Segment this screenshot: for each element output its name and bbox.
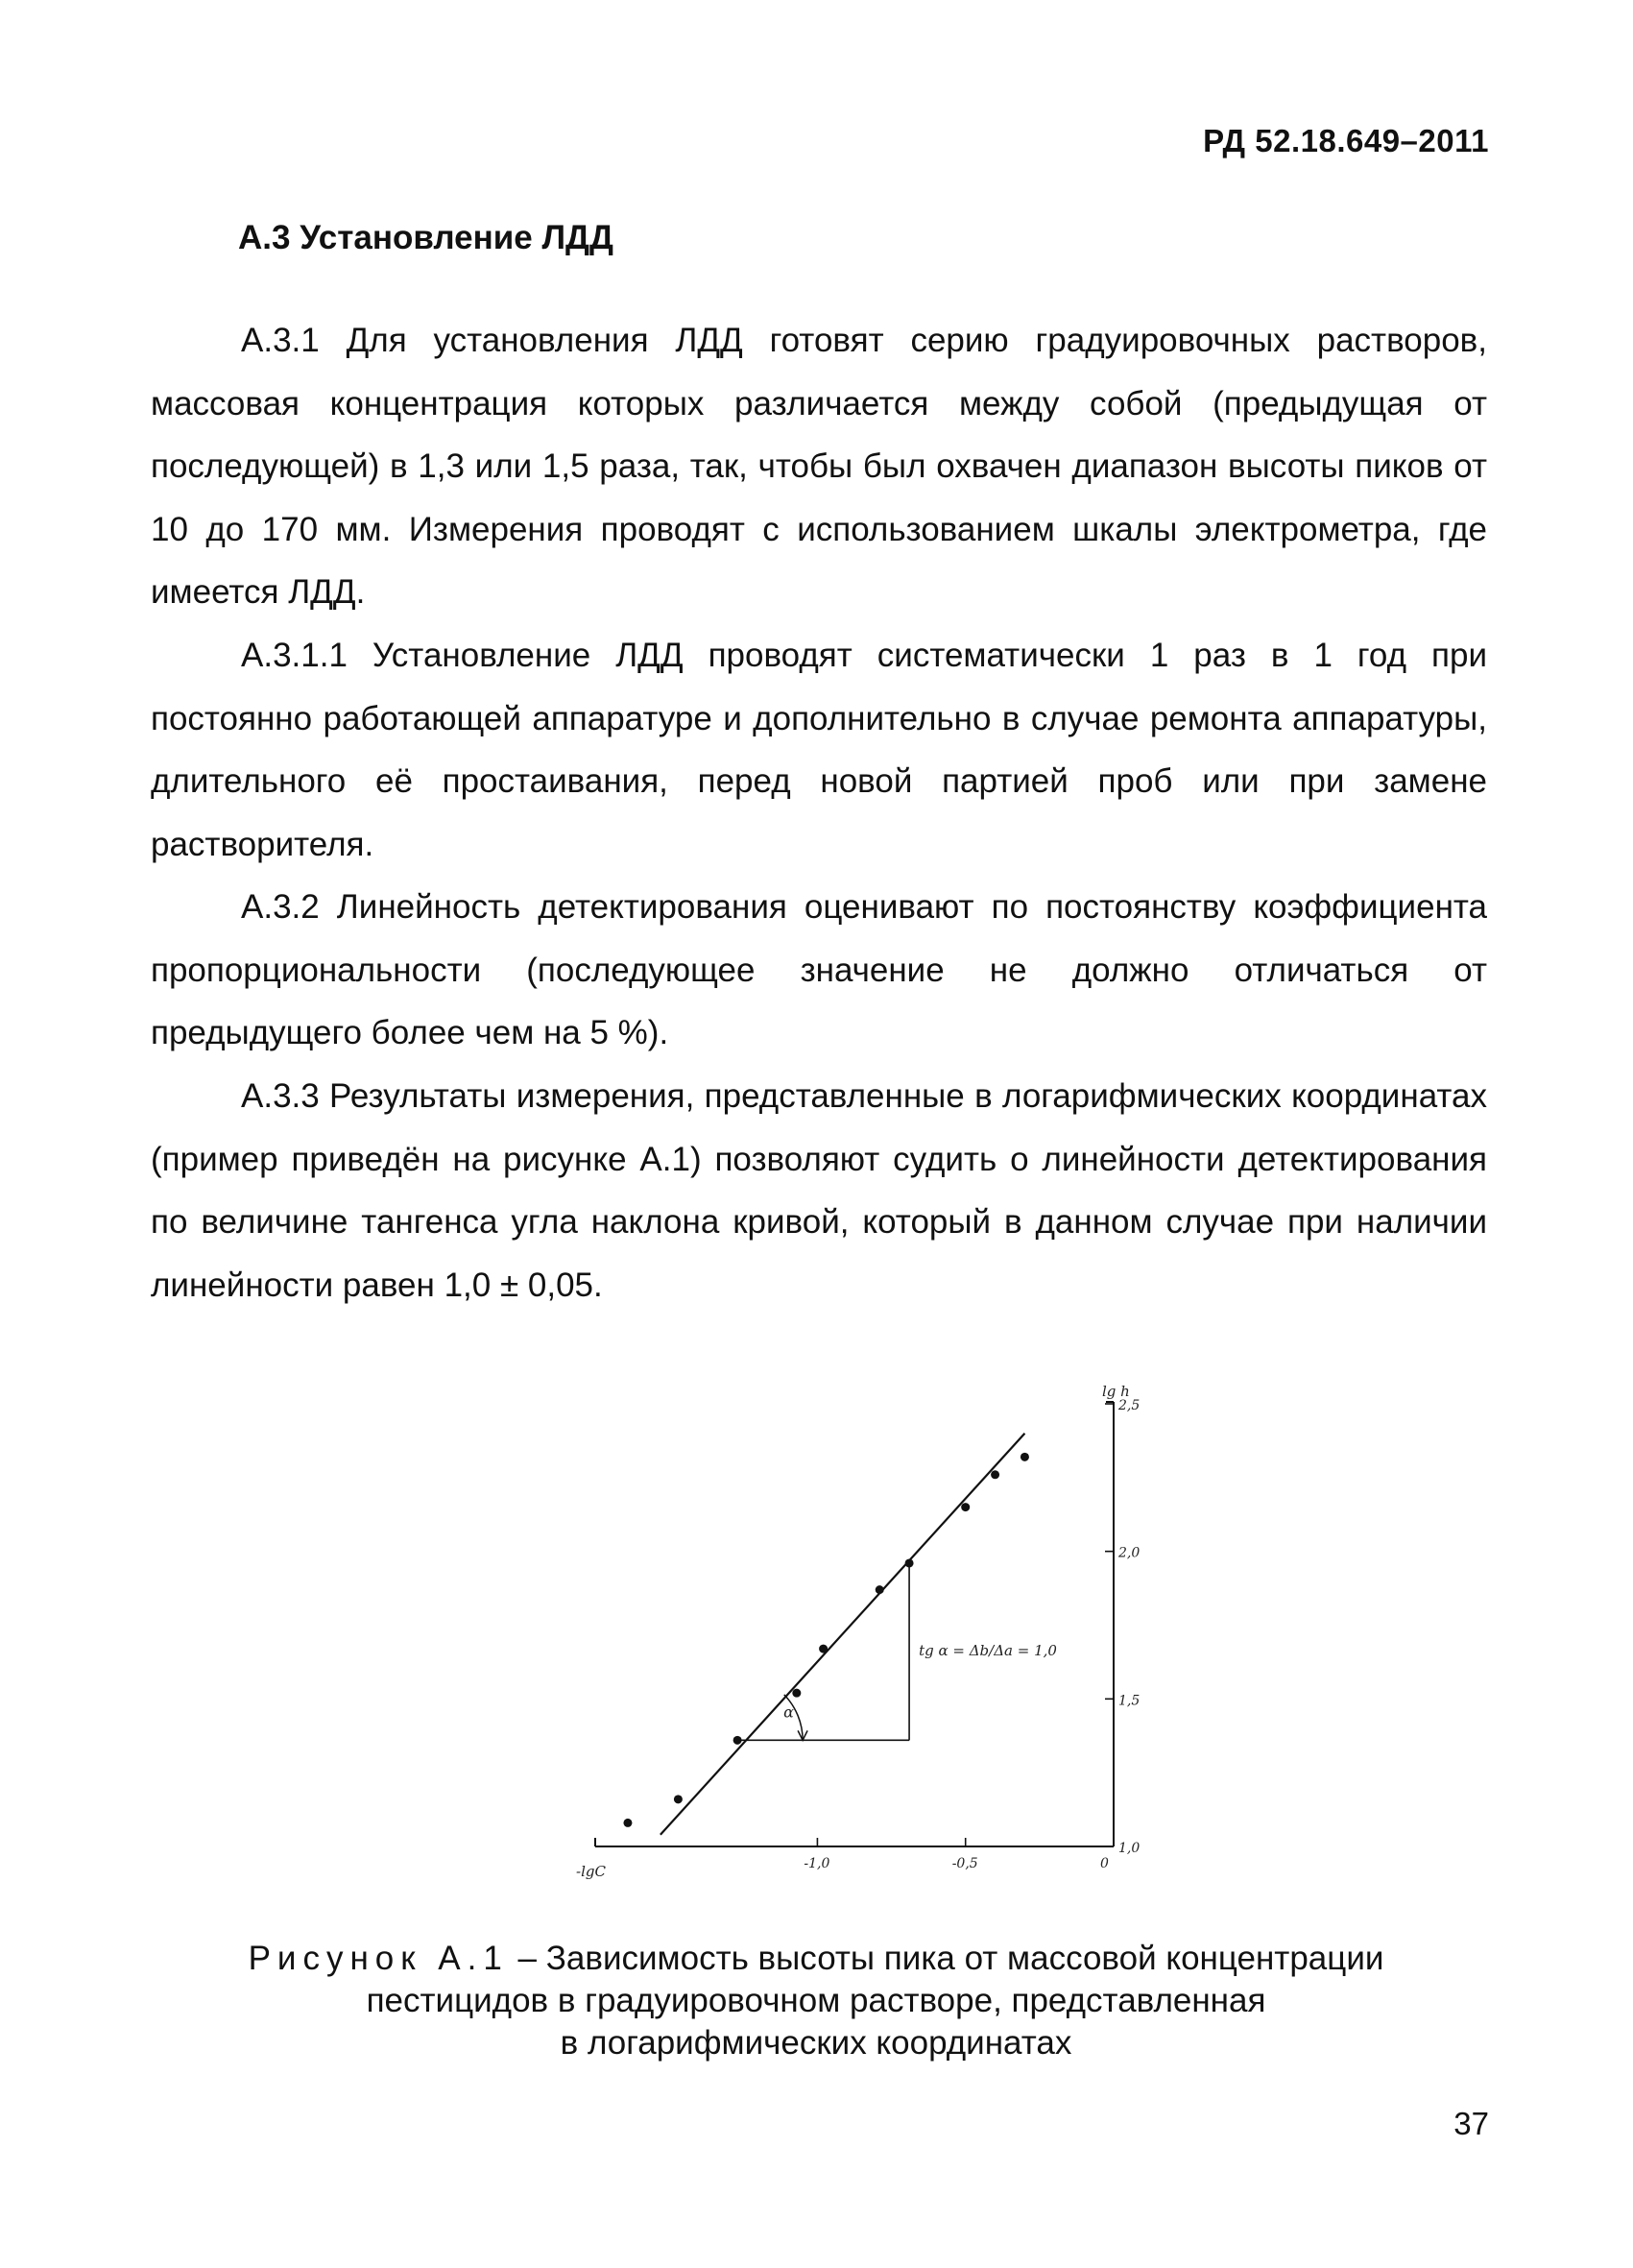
y-tick-label: 2,5 bbox=[1118, 1398, 1141, 1413]
data-point bbox=[623, 1819, 632, 1827]
fit-line bbox=[660, 1434, 1025, 1835]
y-tick-label: 1,0 bbox=[1118, 1841, 1141, 1856]
data-point bbox=[733, 1736, 742, 1745]
paragraph-text: А.3.3 Результаты измерения, представленные в логарифмических координатах (пример приведён на рисунке А.1) позволяют судить о линейности детектирования по величине тангенса угла наклона кривой, который в данном случае при наличии линейности равен 1,0 ± 0,05. bbox=[151, 1077, 1487, 1304]
data-point bbox=[792, 1689, 801, 1698]
data-point bbox=[674, 1795, 683, 1803]
x-tick-label: -1,0 bbox=[804, 1856, 830, 1871]
chart-labels bbox=[576, 1383, 1140, 1880]
paragraph-a-3-1-1 bbox=[151, 624, 1487, 876]
caption-label: Рисунок А.1 bbox=[248, 1940, 509, 1977]
paragraph-a-3-1 bbox=[151, 309, 1487, 624]
paragraph-text: А.3.1 Для установления ЛДД готовят серию градуировочных растворов, массовая концентрация которых различается между собой (предыдущая от последующей) в 1,3 или 1,5 раза, так, чтобы был охвачен диапазон высоты пиков от 10 до 170 мм. Измерения проводят с использованием шкалы электрометра, где имеется ЛДД. bbox=[151, 322, 1487, 611]
chart-axes bbox=[595, 1402, 1114, 1846]
section-title: А.3 Установление ЛДД bbox=[238, 219, 613, 256]
caption-text: – Зависимость высоты пика от массовой концентрации bbox=[508, 1940, 1384, 1977]
data-point bbox=[961, 1503, 970, 1511]
caption-line-2: пестицидов в градуировочном растворе, представленная bbox=[366, 1982, 1266, 2019]
x-tick-label: 0 bbox=[1100, 1856, 1109, 1871]
figure-a-1 bbox=[576, 1363, 1152, 1882]
paragraph-a-3-2 bbox=[151, 876, 1487, 1065]
slope-formula-label: tg α = Δb/Δa = 1,0 bbox=[919, 1642, 1057, 1660]
paragraph-text: А.3.1.1 Установление ЛДД проводят систематически 1 раз в 1 год при постоянно работающей аппаратуре и дополнительно в случае ремонта аппаратуры, длительного её простаивания, перед новой партией проб или при замене растворителя. bbox=[151, 637, 1487, 863]
caption-line-1 bbox=[144, 1938, 1488, 1980]
y-tick-label: 2,0 bbox=[1118, 1545, 1141, 1561]
data-point bbox=[876, 1585, 884, 1594]
log-scale-chart bbox=[576, 1363, 1152, 1882]
data-point bbox=[819, 1645, 828, 1653]
angle-label: α bbox=[783, 1702, 794, 1722]
data-points bbox=[623, 1453, 1028, 1827]
data-point bbox=[991, 1470, 999, 1479]
paragraph-text: А.3.2 Линейность детектирования оценивают по постоянству коэффициента пропорциональности (последующее значение не должно отличаться от предыдущего более чем на 5 %). bbox=[151, 888, 1487, 1051]
y-axis-label: lg h bbox=[1102, 1383, 1130, 1400]
figure-caption bbox=[144, 1938, 1488, 2064]
x-axis-label: -lgC bbox=[576, 1863, 606, 1880]
document-code: РД 52.18.649–2011 bbox=[1203, 123, 1489, 158]
paragraph-a-3-3 bbox=[151, 1065, 1487, 1316]
fit-line-group bbox=[660, 1434, 1025, 1835]
page-number: 37 bbox=[1453, 2106, 1489, 2141]
data-point bbox=[1021, 1453, 1029, 1461]
caption-line-3: в логарифмических координатах bbox=[560, 2024, 1072, 2062]
x-tick-label: -0,5 bbox=[951, 1856, 978, 1871]
data-point bbox=[905, 1558, 914, 1567]
y-tick-label: 1,5 bbox=[1118, 1693, 1141, 1709]
